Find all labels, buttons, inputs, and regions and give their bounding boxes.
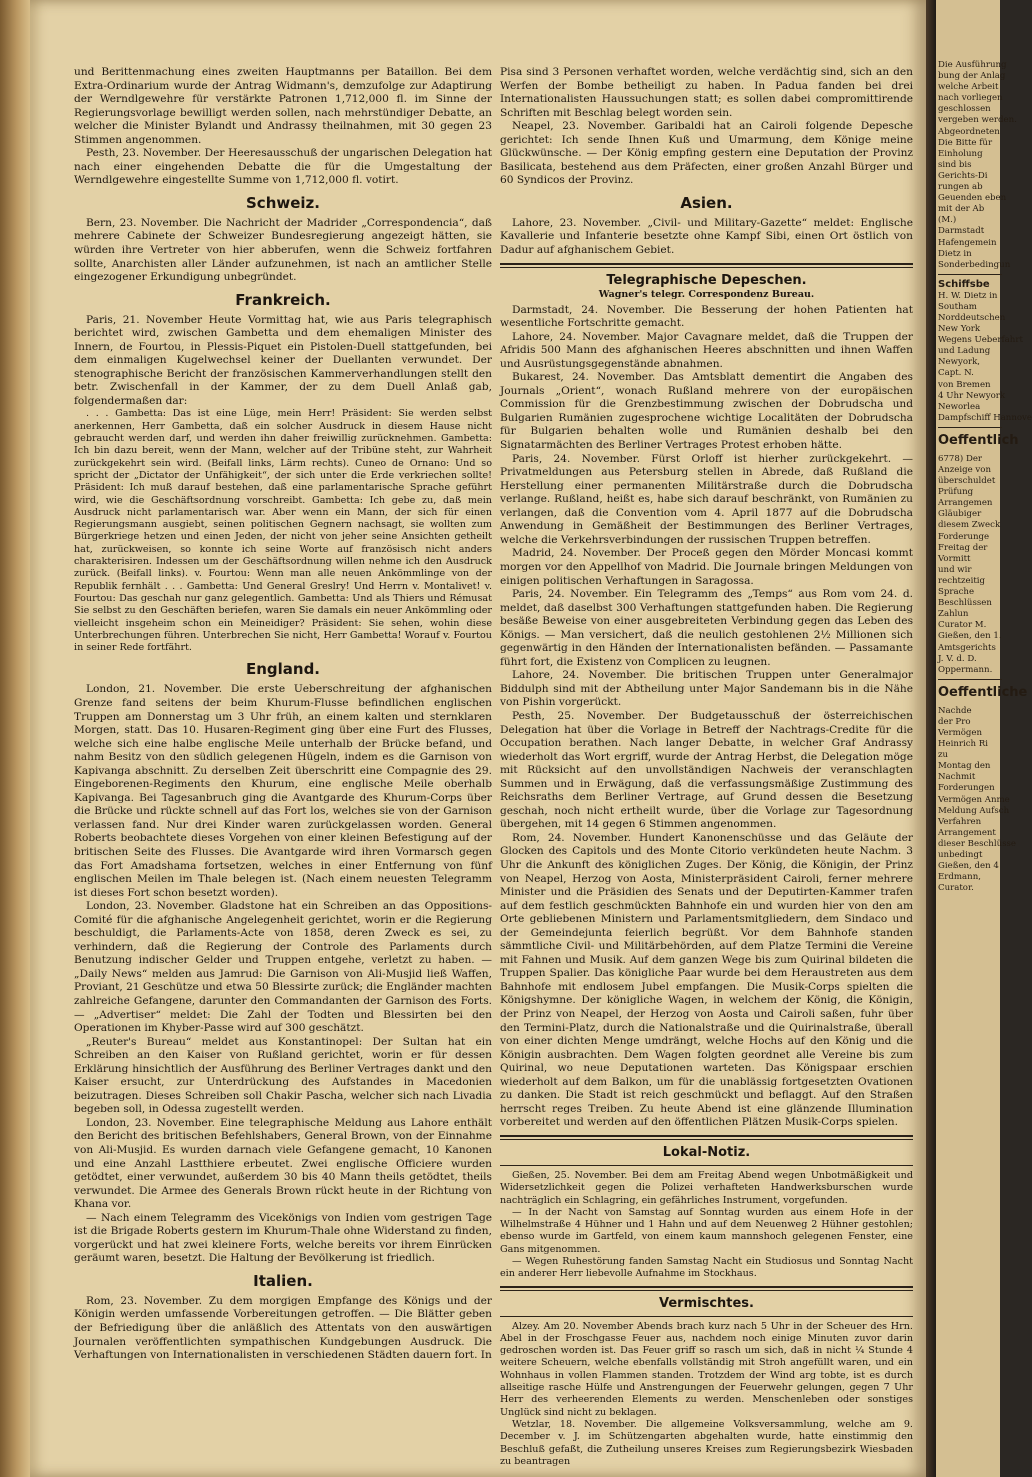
telegraph-bureau-line: Wagner's telegr. Correspondenz Bureau. [598,288,815,300]
fragment-line: Arrangemen [938,498,993,509]
fragment-heading: Oeffentlich [938,432,1019,448]
fragment-heading: Schiffsbe [938,278,990,290]
fragment-line: rechtzeitig [938,575,986,586]
article-paragraph: und Berittenmachung eines zweiten Hauptmanns per Bataillon. Bei dem Extra-Ordinarium wurde der Antrag Widmann's, demzufolge zur Adaptirung der Werndlgewehre für verstärkte Patronen 1,712,000 fl. im Sinne der Regierungsvorlage bewilligt werden sollen, nach mehrstündiger Debatte, an welcher die Minister Bylandt und Andrassy theilnahmen, mit 30 gegen 23 Stimmen angenommen. [74,66,492,146]
section-heading-vermischtes: Vermischtes. [659,1295,754,1311]
dispatch: Pesth, 25. November. Der Budgetausschuß der österreichischen Delegation hat über die Vorlage in Betreff der Nachtrags-Credite für die Occupation berathen. Nach langer Debatte, in welcher Graf Andrassy wiederholt das Wort ergriff, wurde der Antrag Herbst, die Delegation möge mit Rücksicht auf den unvollständigen Nachweis der veranschlagten Summen und in Erwägung, daß die verfassungsmäßige Zustimmung des Reichsraths dem Berliner Vertrage, auf Grund dessen die Besetzung geschah, noch nicht ertheilt wurde, über die Vorlage zur Tagesordnung übergehen, mit 14 gegen 6 Stimmen angenommen. [500,709,913,831]
article-paragraph: Pesth, 23. November. Der Heeresausschuß der ungarischen Delegation hat nach einer eingehenden Debatte die für die Umgestaltung der Werndlgewehre eingestellte Summe von 1,712,000 fl. votirt. [74,147,492,187]
dispatch: Madrid, 24. November. Der Proceß gegen den Mörder Moncasi kommt morgen vor den Appellhof von Madrid. Die Journale bringen Meldungen von einigen politischen Verhaftungen in Saragossa. [500,547,913,587]
misc-note: Wetzlar, 18. November. Die allgemeine Volksversammlung, welche am 9. December v. J. im Schützengarten abgehalten wurde, hatte einstimmig den Beschluß gefaßt, die Zutheilung unseres Kreises zum Regierungsbezirk Wiesbaden zu beantragen [500,1418,913,1467]
fragment-line: Sprache [938,587,975,598]
fragment-rule [938,427,1002,428]
fragment-line: Geuenden eben [938,193,1007,204]
article-paragraph: London, 23. November. Eine telegraphische Meldung aus Lahore enthält den Bericht des britischen Befehlshabers, General Brown, von der Einnahme von Ali-Musjid. Es wurden darnach viele Gefangene gemacht, 10 Kanonen und eine Anzahl Lastthiere erbeutet. Zwei englische Officiere wurden getödtet, einer verwundet, außerdem 30 bis 40 Mann theils getödtet, theils verwundet. Die Armee des Generals Brown rückt heute in der Richtung von Khana vor. [74,1116,492,1211]
fragment-line: Darmstadt [938,226,985,237]
fragment-line: Curator. [938,883,974,894]
fragment-line: Meldung Aufsch [938,805,1010,816]
fragment-line: Newyork, [938,357,981,368]
fragment-line: Forderungen [938,783,995,794]
fragment-line: Wegens Ueberfahrt [938,335,1023,346]
fragment-line: Anzeige von [938,465,991,475]
fragment-line: Vormitt [938,553,971,564]
fragment-line: Forderunge [938,531,990,542]
misc-note: Alzey. Am 20. November Abends brach kurz nach 5 Uhr in der Scheuer des Hrn. Abel in der Froschgasse Feuer aus, nachdem noch einige Minuten zuvor darin gedroschen worden ist. Das Feuer griff so rasch um sich, daß in nicht ¼ Stunde 4 weitere Scheuern, welche ebenfalls vollständig mit Stroh angefüllt waren, und ein Wohnhaus in vollen Flammen standen. Trotzdem der Wind arg tobte, ist es durch allseitige rasche Hülfe und Anstrengungen der Feuerwehr gelungen, gegen 7 Uhr Herr des verheerenden Elements zu werden. Menschenleben oder sonstiges Unglück sind nicht zu beklagen. [500,1320,913,1418]
fragment-line: Prüfung [938,487,974,498]
dispatch: Paris, 24. November. Fürst Orloff ist hierher zurückgekehrt. — Privatmeldungen aus Petersburg stellen in Abrede, daß Rußland die Herstellung einer permanenten Militärstraße durch die Dobrudscha verlange. Rußland, heißt es, habe sich darauf beschränkt, von Rumänien zu verlangen, daß die Convention vom 4. April 1877 auf die Dobrudscha Anwendung in Gemäßheit der Bestimmungen des Berliner Vertrages, welche die Verkehrsverbindungen der russischen Truppen betreffen. [500,452,913,546]
dispatch: Paris, 24. November. Ein Telegramm des „Temps“ aus Rom vom 24. d. meldet, daß daselbst 300 Verhaftungen stattgefunden haben. Die Regierung besäße Beweise von einer ausgebreiteten Verbindung gegen das Leben des Königs. — Man versichert, daß die neulich gestohlenen 2½ Millionen sich gegenwärtig in den Händen der Internationalisten befänden. — Passamante führt fort, die Existenz von Complicen zu leugnen. [500,588,913,668]
fragment-line: nach vorliegen [938,93,1003,104]
article-paragraph: Paris, 21. November Heute Vormittag hat, wie aus Paris telegraphisch berichtet wird, zwischen Gambetta und dem ehemaligen Minister des Innern, de Fourtou, in Plessis-Piquet ein Pistolen-Duell stattgefunden, bei dem einmaligen Kugelwechsel keiner der Duellanten verwundet. Der stenographische Bericht der französischen Kammerverhandlungen stellt den betr. Zwischenfall in der Kammer, der zu dem Duell Anlaß gab, folgendermaßen dar: [74,313,492,407]
fragment-line: welche Arbeit [938,82,999,93]
fragment-line: von Bremen [938,379,991,390]
section-divider [500,1165,913,1166]
fragment-line: überschuldet [938,476,996,487]
fragment-line: Vermögen Anme [938,794,1010,805]
fragment-line: Oppermann. [938,664,993,675]
section-divider [500,1286,913,1291]
fragment-rule [938,679,1002,680]
fragment-line: bung der Anlag [938,71,1006,82]
fragment-line: und Ladung [938,346,991,357]
fragment-line: mit der Ab [938,204,985,215]
fragment-line: Die Bitte für [938,137,993,148]
article-paragraph: Lahore, 23. November. „Civil- und Military-Gazette“ meldet: Englische Kavallerie und Infanterie besetzte ohne Kampf Sibi, einen Ort östlich von Dadur auf afghanischem Gebiet. [500,216,913,257]
fragment-line: Beschlüssen [938,598,992,609]
fragment-line: 4 Uhr Newyork [938,390,1006,401]
fragment-line: Norddeutschen [938,312,1006,323]
section-heading-england: England. [245,660,321,679]
fragment-line: H. W. Dietz in [938,290,998,301]
fragment-line: diesem Zweck [938,520,1001,531]
section-heading-telegraph: Telegraphische Depeschen. [606,272,807,288]
fragment-line: Gläubiger [938,509,982,520]
fragment-line: rungen ab [938,182,983,193]
dispatch: Bukarest, 24. November. Das Amtsblatt dementirt die Angaben des Journals „Orient“, wonach Rußland mehrere von der europäischen Commission für die Grenzbestimmung zwischen der Dobrudscha und Bulgarien Rumänien zugesprochene wichtige Localitäten der Dobrudscha für Bulgarien behalten wolle und Rumänien deshalb bei den Signatarmächten des Berliner Vertrages Protest erhoben hätte. [500,371,913,452]
local-note: Gießen, 25. November. Bei dem am Freitag Abend wegen Unbotmäßigkeit und Widersetzlichkeit gegen die Polizei verhafteten Handwerksburschen wurde nachträglich ein Schlagring, ein gefährliches Instrument, vorgefunden. [500,1169,913,1206]
fragment-line: Sonderbedingun [938,259,1011,270]
fragment-line: Abgeordneten [938,126,1000,137]
fragment-line: Amtsgerichts [938,642,996,653]
article-paragraph: Bern, 23. November. Die Nachricht der Madrider „Correspondencia“, daß mehrere Cabinete der Schweizer Bundesregierung angezeigt hätten, sie würden ihre Vertreter von hier abberufen, wenn die Schweiz fortfahren sollte, Anarchisten aller Länder aufzunehmen, ist nach an amtlicher Stelle eingezogener Erkundigung unbegründet. [74,216,492,284]
article-paragraph: Neapel, 23. November. Garibaldi hat an Cairoli folgende Depesche gerichtet: Ich sende Ihnen Kuß und Umarmung, dem Könige meine Glückwünsche. — Der König empfing gestern eine Deputation der Provinz Basilicata, bestehend aus dem Präfecten, einer großen Anzahl Bürger und 60 Syndicos der Provinz. [500,120,913,187]
fragment-line: Zahlun [938,609,969,620]
local-note: — Wegen Ruhestörung fanden Samstag Nacht ein Studiosus und Sonntag Nacht ein anderer Herr liebevolle Aufnahme im Stockhaus. [500,1256,913,1280]
fragment-line: Erdmann, [938,872,981,883]
fragment-line: Gießen, den 4 [938,861,999,872]
fragment-line: 6778) Der [938,453,983,464]
fragment-line: Nachde [938,705,972,716]
fragment-line: Hafengemein [938,237,997,248]
article-paragraph: Rom, 23. November. Zu dem morgigen Empfange des Königs und der Königin werden umfassende Vorbereitungen getroffen. — Die Blätter geben der Befriedigung über die anläßlich des Attentats von den auswärtigen Journalen veröffentlichten sympathischen Kundgebungen Ausdruck. Die Verhaftungen von Internationalisten in verschiedenen Städten dauern fort. In [74,1294,492,1362]
fragment-line: dieser Beschlüsse [938,838,1017,849]
fragment-rule [938,274,1002,275]
dispatch: Darmstadt, 24. November. Die Besserung der hohen Patienten hat wesentliche Fortschritte gemacht. [500,303,913,330]
fragment-line: Capt. N. [938,368,974,379]
fragment-line: Heinrich Ri [938,739,989,750]
left-column [74,66,492,1441]
article-paragraph: London, 23. November. Gladstone hat ein Schreiben an das Oppositions-Comité für die afghanische Angelegenheit gerichtet, worin er die Regierung beschuldigt, die Parlaments-Acte von 1858, deren Zweck es sei, zu verhindern, daß die Regierung der Controle des Parlaments durch Benutzung indischer Gelder und Truppen entgehe, verletzt zu haben. — „Daily News“ melden aus Jamrud: Die Garnison von Ali-Musjid ließ Waffen, Proviant, 21 Geschütze und etwa 50 Blessirte zurück; die Engländer machten zahlreiche Gefangene, darunter den Commandanten der Garnison des Forts. — „Advertiser“ meldet: Die Zahl der Todten und Blessirten bei den Operationen im Khyber-Passe wird auf 300 geschätzt. [74,900,492,1035]
binding-spine [0,0,30,1477]
section-divider [500,1316,913,1317]
fragment-line: Freitag der [938,542,988,553]
fragment-line: New York [938,324,981,335]
fragment-line: Dietz in [938,248,972,259]
section-divider [500,263,913,268]
fragment-heading: Oeffentliche [938,684,1028,700]
right-column [500,66,913,1467]
adjacent-page-text [938,60,1032,894]
fragment-line: vergeben werden. [938,115,1017,126]
fragment-line: Nachmit [938,772,976,783]
newspaper-page [30,0,926,1477]
page-gutter [926,0,936,1477]
section-divider [500,1135,913,1140]
fragment-line: Neworlea [938,401,981,412]
dispatch: Rom, 24. November. Hundert Kanonenschüsse und das Geläute der Glocken des Capitols und des Monte Citorio verkündeten heute Nachm. 3 Uhr die Ankunft des königlichen Zuges. Der König, die Königin, der Prinz von Neapel, Herzog von Aosta, Ministerpräsident Cairoli, ferner mehrere Minister und die Präsidien des Senats und der Deputirten-Kammer trafen auf dem festlich geschmückten Bahnhofe ein und wurden hier von den am Orte gebliebenen Ministern und Parlamentsmitgliedern, dem Sindaco und der Gemeindejunta feierlich begrüßt. Vor dem Bahnhofe standen sämmtliche Civil- und Militärbehörden, auf dem Platze Termini die Vereine mit Fahnen und Musik. Auf dem ganzen Wege bis zum Quirinal bildeten die Truppen Spalier. Das königliche Paar wurde bei dem Heraustreten aus dem Bahnhofe mit endlosem Jubel empfangen. Die Musik-Corps spielten die Königshymne. Der königliche Wagen, in welchem der König, die Königin, der Prinz von Neapel, der Herzog von Aosta und Cairoli saßen, fuhr über den Termini-Platz, durch die Nationalstraße und die Quirinalstraße, überall von einer dichten Menge umdrängt, welche Hochs auf den König und die Königin ausbrachten. Dem Wagen folgten geordnet alle Vereine bis zum Quirinal, wo neue Deputationen warteten. Das Königspaar erschien wiederholt auf dem Balkon, um für die unablässig fortgesetzten Ovationen zu danken. Die Stadt ist reich geschmückt und beflaggt. Auf den Straßen herrscht reges Treiben. Zu heute Abend ist eine glänzende Illumination vorbereitet und werden auf den öffentlichen Plätzen Musik-Corps spielen. [500,831,913,1129]
fragment-line: der Pro [938,716,971,727]
fragment-line: Southam [938,301,977,312]
fragment-line: geschlossen [938,104,991,115]
section-heading-schweiz: Schweiz. [246,193,320,212]
fragment-line: Dampfschiff Hannove [938,412,1032,423]
article-paragraph: Pisa sind 3 Personen verhaftet worden, welche verdächtig sind, sich an den Werfen der Bombe betheiligt zu haben. In Padua fanden bei drei Internationalisten Haussuchungen statt; es sollen dabei compromittirende Schriften mit Beschlag belegt worden sein. [500,66,913,119]
fragment-line: Montag den [938,761,991,772]
article-paragraph: London, 21. November. Die erste Ueberschreitung der afghanischen Grenze fand seitens der beim Khurum-Flusse befindlichen englischen Truppen am Donnerstag um 3 Uhr früh, an einem kalten und sternklaren Morgen, statt. Das 10. Husaren-Regiment ging über eine Furt des Flusses, welche sich eine halbe englische Meile unterhalb der Brücke befand, und nahm Besitz von den südlich gelegenen Hügeln, indem es die Garnison von Kapivanga abschnitt. Zu derselben Zeit überschritt eine Compagnie des 29. Eingeborenen-Regiments den Khurum, eine englische Meile oberhalb Kapivanga. Bei Tagesanbruch ging die Avantgarde des Khurum-Corps über die Brücke und rückte schnell auf das Fort los, welches sie von der Garnison verlassen fand. Nur drei Kinder waren zurückgelassen worden. General Roberts beobachtete dieses Vorgehen von einer kleinen Befestigung auf der britischen Seite des Flusses. Die Avantgarde wird ihren Vormarsch gegen das Fort Amadshama fortsetzen, welches in einer Entfernung von fünf englischen Meilen im Thale belegen ist. (Nach einem neuesten Telegramm ist dieses Fort schon besetzt worden). [74,683,492,899]
fragment-line: Gerichts-Di [938,170,988,181]
section-heading-italien: Italien. [253,1271,313,1290]
fragment-line: J. V. d. D. [938,653,977,664]
fragment-line: Gießen, den 1. [938,631,1002,642]
article-quote: . . . Gambetta: Das ist eine Lüge, mein Herr! Präsident: Sie werden selbst anerkennen, Herr Gambetta, daß ein solcher Ausdruck in diesem Hause nicht gebraucht werden darf, und werden ihn daher freiwillig zurücknehmen. Gambetta: Ich bin dazu bereit, wenn der Mann, welcher auf der Tribüne steht, zur Wahrheit zurückgekehrt sein wird. (Beifall links, Lärm rechts). Cuneo de Ornano: Und so spricht der „Dictator der Unfähigkeit“, der sich unter die Erde verkriechen sollte! Präsident: Ich muß darauf bestehen, daß eine parlamentarische Sprache geführt wird, wie die Geschäftsordnung vorschreibt. Gambetta: Ich gebe zu, daß mein Ausdruck nicht parlamentarisch war. Aber wenn ein Mann, der sich für einen Regierungsmann ausgiebt, seinen politischen Gegnern nachsagt, sie wollten zum Bürgerkriege hetzen und einen Jeden, der nicht von jeher seine Ansichten getheilt hat, zurückweisen, so konnte ich seine Worte auf französisch nicht anders charakterisiren. Indessen um der Geschäftsordnung willen nehme ich den Ausdruck zurück. (Beifall links). v. Fourtou: Wenn man alle neuen Ankömmlinge von der Republik fernhält . . . Gambetta: Und General Greslry! Und Herrn v. Montalivet! v. Fourtou: Das geschah nur ganz gelegentlich. Gambetta: Und als Thiers und Rémusat Sie selbst zu den Geschäften beriefen, waren Sie damals ein neuer Ankömmling oder vielleicht insgeheim schon ein Meineidiger? Präsident: Sie sehen, wohin diese Unterbrechungen führen. Unterbrechen Sie nicht, Herr Gambetta! Worauf v. Fourtou in seiner Rede fortfährt. [74,408,492,654]
fragment-line: Einholung [938,148,983,159]
fragment-line: Verfahren [938,816,982,827]
section-heading-frankreich: Frankreich. [235,290,331,309]
fragment-line: Vermögen [938,727,983,738]
adjacent-page-fragment [936,0,1032,1477]
section-heading-lokal: Lokal-Notiz. [662,1144,751,1160]
fragment-line: Die Ausführung [938,60,1007,70]
article-paragraph: „Reuter's Bureau“ meldet aus Konstantinopel: Der Sultan hat ein Schreiben an den Kaiser von Rußland gerichtet, worin er für dessen Erklärung hinsichtlich der Ausführung des Berliner Vertrages dankt und den Kaiser ersucht, zur Unterdrückung des Aufstandes in Macedonien beizutragen. Dieses Schreiben soll Chakir Pascha, welcher sich nach Livadia begeben soll, in Odessa zugestellt werden. [74,1035,492,1116]
local-note: — In der Nacht von Samstag auf Sonntag wurden aus einem Hofe in der Wilhelmstraße 4 Hühner und 1 Hahn und auf dem Neuenweg 2 Hühner gestohlen; ebenso wurde im Gartfeld, von einem kaum mannshoch gelegenen Fenster, eine Gans mitgenommen. [500,1206,913,1255]
article-paragraph: — Nach einem Telegramm des Vicekönigs von Indien vom gestrigen Tage ist die Brigade Roberts gestern im Khurum-Thale ohne Widerstand zu finden, vorgerückt und hat zwei kleinere Forts, welche bereits vor ihrem Einrücken geräumt waren, besetzt. Die Haltung der Bevölkerung ist friedlich. [74,1211,492,1265]
section-heading-asien: Asien. [680,193,733,212]
fragment-line: sind bis [938,159,972,170]
fragment-line: und wir [938,564,972,575]
fragment-line: (M.) [938,215,957,226]
dispatch: Lahore, 24. November. Die britischen Truppen unter Generalmajor Biddulph sind mit der Abtheilung unter Major Sandemann bis in die Nähe von Pishin vorgerückt. [500,669,913,709]
fragment-line: Arrangement [938,827,996,838]
dispatch: Lahore, 24. November. Major Cavagnare meldet, daß die Truppen der Afridis 500 Mann des afghanischen Heeres abschnitten und ihnen Waffen und Ausrüstungsgegenstände abnahmen. [500,330,913,370]
fragment-line: zu [938,750,949,761]
fragment-line: Curator M. [938,620,987,631]
fragment-line: unbedingt [938,850,983,860]
